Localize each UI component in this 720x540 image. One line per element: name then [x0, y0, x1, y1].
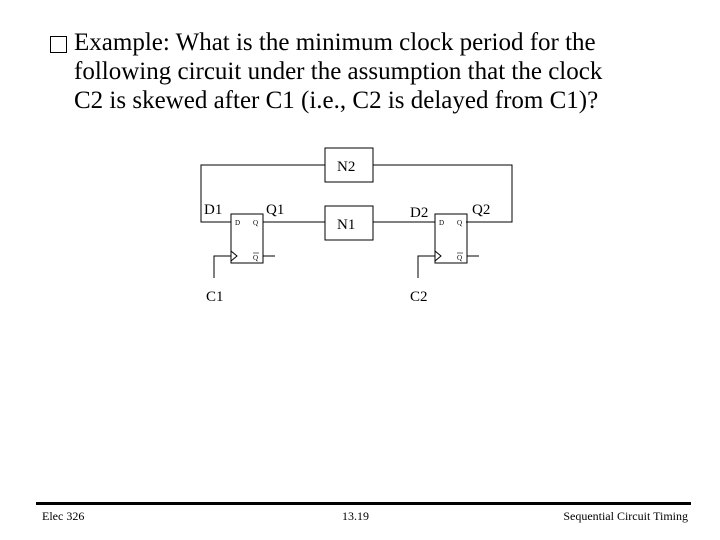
c2-label: C2 — [410, 289, 428, 305]
footer-topic: Sequential Circuit Timing — [563, 509, 688, 523]
ff1-q-pin: Q — [253, 219, 259, 227]
ff1-d-pin: D — [235, 219, 241, 227]
ff2-q-pin: Q — [457, 219, 463, 227]
q2-label: Q2 — [472, 202, 491, 218]
c1-wire — [214, 256, 231, 278]
question-text: Example: What is the minimum clock period for the following circuit under the assumption that the clock C2 is skewed after C1 (i.e., C2 is delayed from C1)? — [74, 29, 603, 114]
c2-wire — [418, 256, 435, 278]
d2-label: D2 — [410, 205, 429, 221]
c1-label: C1 — [206, 289, 224, 305]
d1-label: D1 — [204, 202, 223, 218]
ff1-clock-triangle — [231, 251, 237, 261]
ff2-qbar-pin: Q — [457, 254, 463, 262]
n1-label: N1 — [337, 217, 356, 233]
ff2-d-pin: D — [439, 219, 445, 227]
n2-label: N2 — [337, 159, 356, 175]
ff2-clock-triangle — [435, 251, 441, 261]
footer-slide-number: 13.19 — [342, 509, 369, 523]
q1-label: Q1 — [266, 202, 285, 218]
footer-course: Elec 326 — [42, 509, 85, 523]
feedback-wire — [373, 165, 512, 222]
footer-divider — [36, 502, 691, 505]
ff1-qbar-pin: Q — [253, 254, 259, 262]
